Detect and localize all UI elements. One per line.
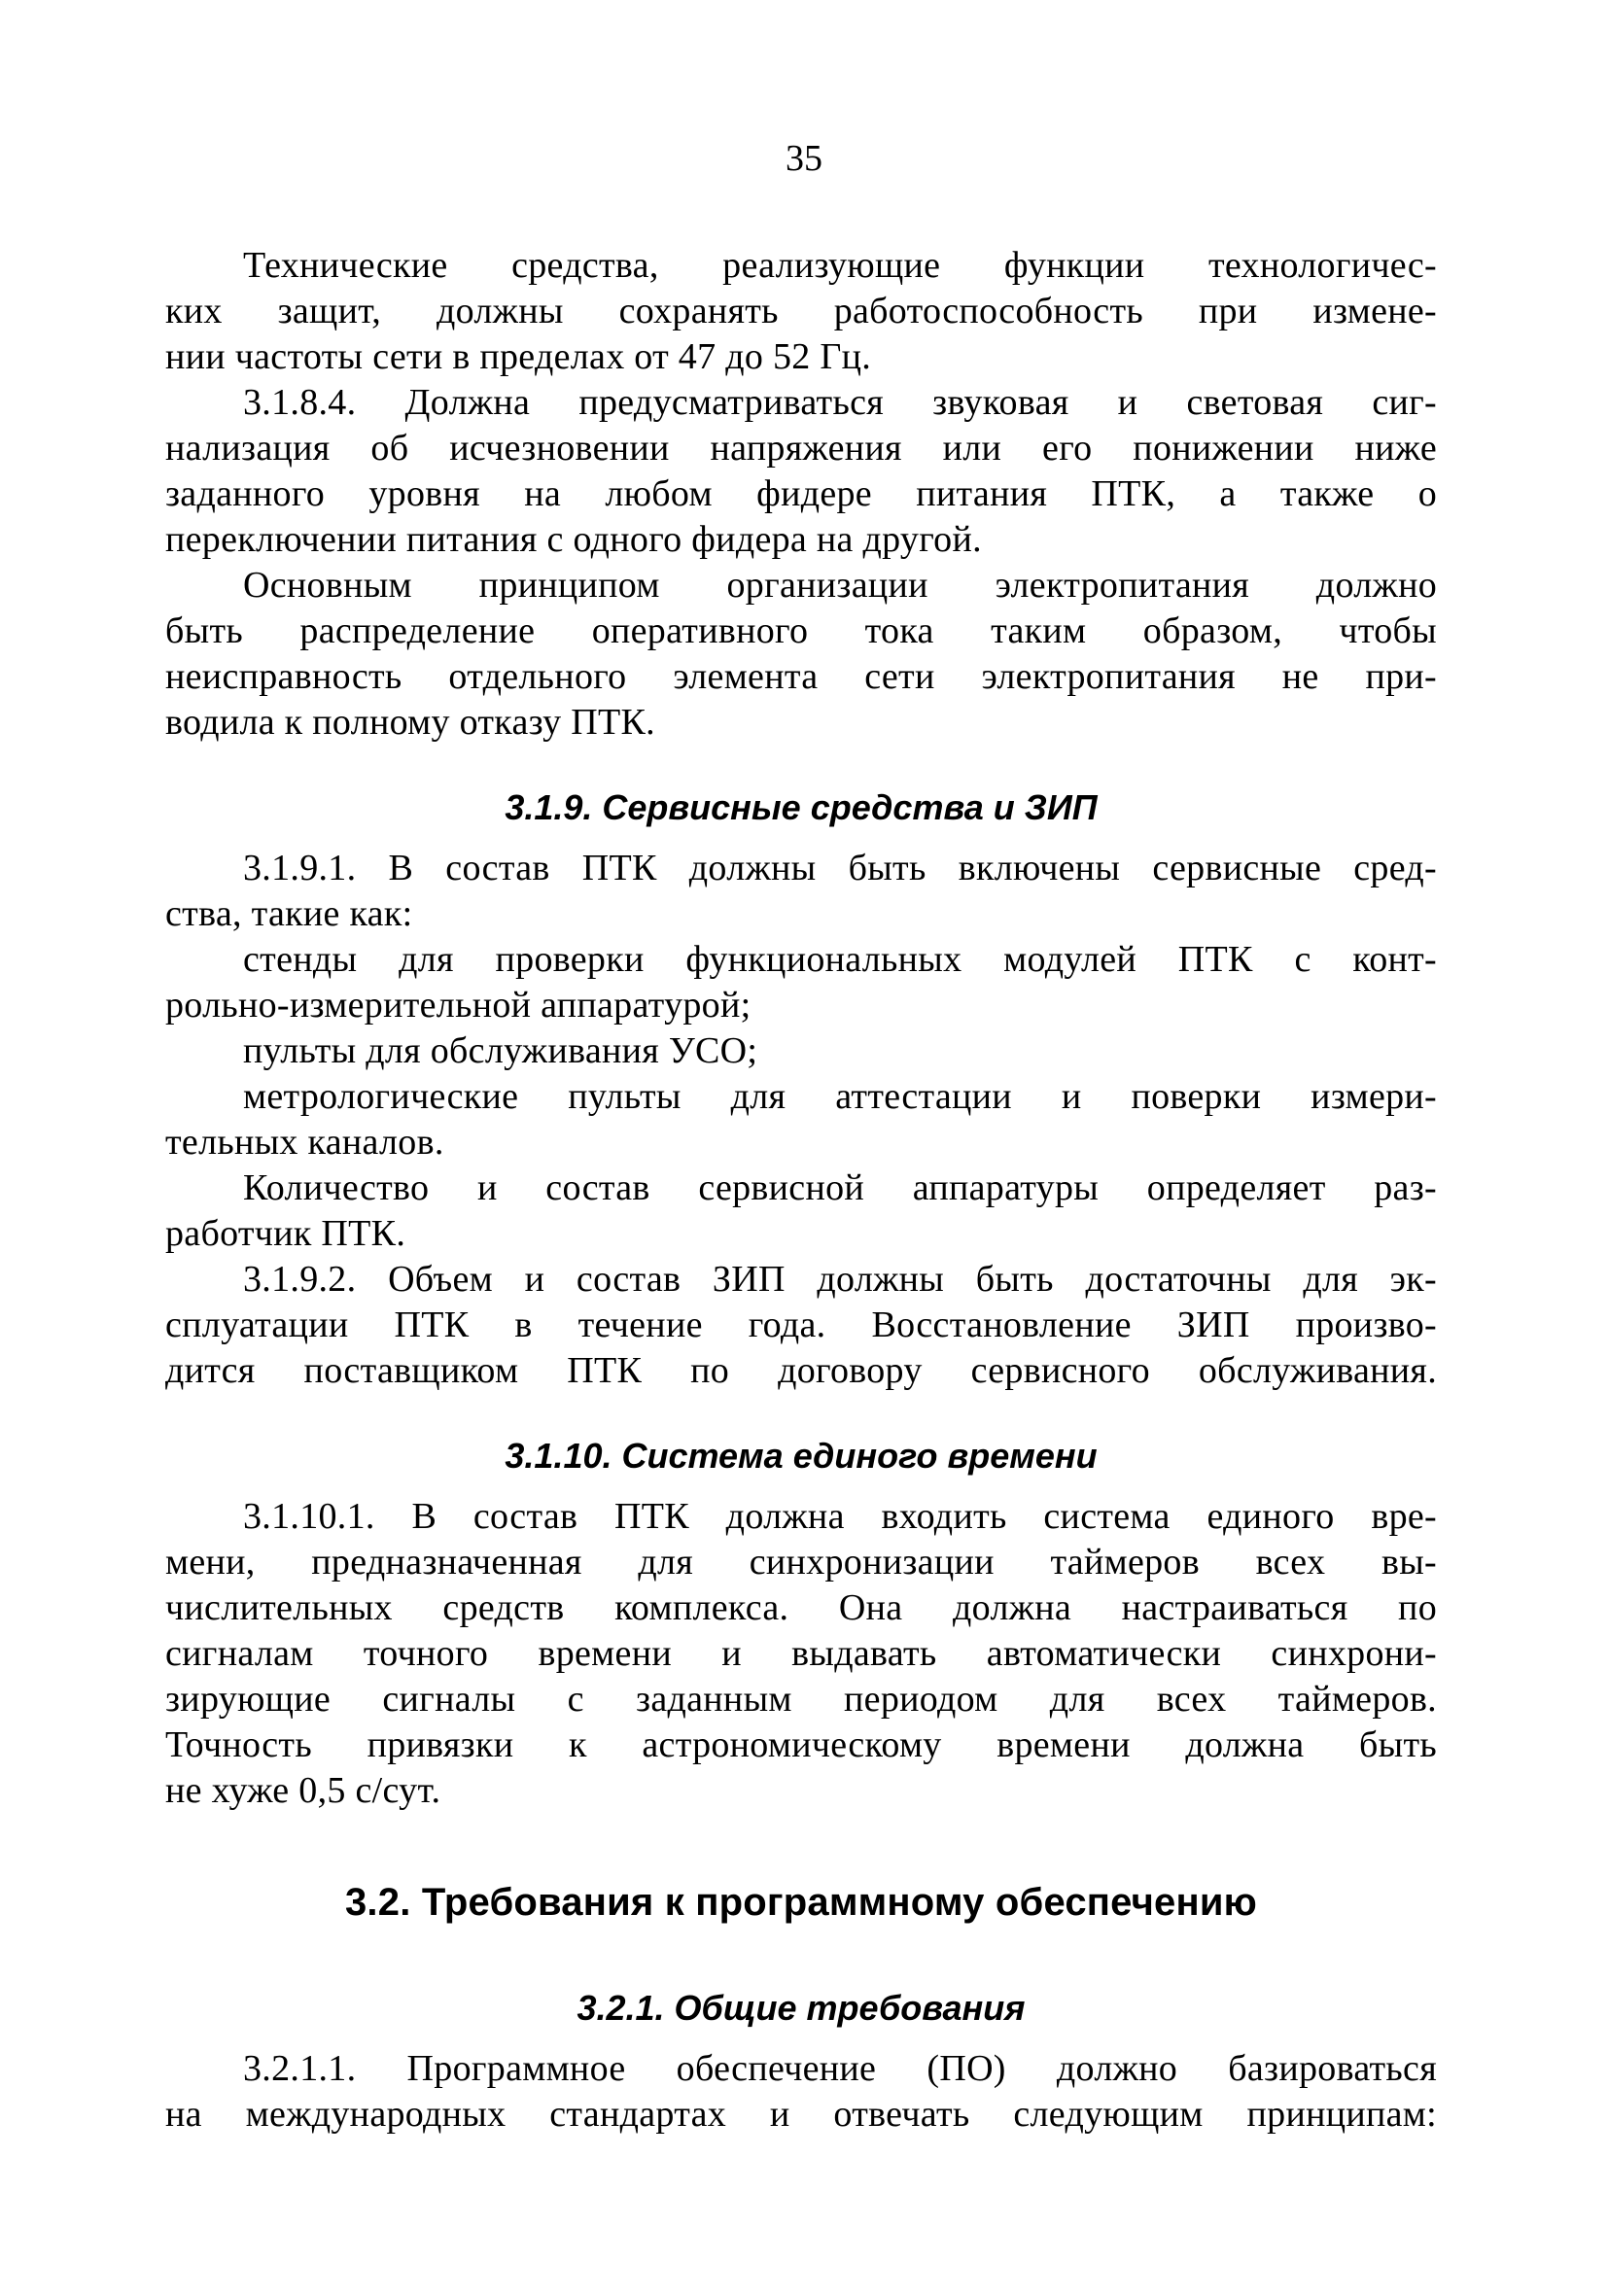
text-line: 3.1.9.2. Объем и состав ЗИП должны быть достаточны для эк- [243,1259,1437,1300]
section-heading: 3.2. Требования к программному обеспечению [344,1881,1257,1924]
paragraph [165,380,1437,563]
text-line: 3.2.1.1. Программное обеспечение (ПО) должно базироваться [243,2048,1437,2089]
text-line: ких защит, должны сохранять работоспособность при измене- [165,291,1437,331]
text-line: сигналам точного времени и выдавать автоматически синхрони- [165,1633,1437,1674]
text-line: быть распределение оперативного тока таким образом, чтобы [165,610,1437,651]
text-line: дится поставщиком ПТК по договору сервисного обслуживания. [165,1350,1437,1391]
page-number: 35 [786,138,822,179]
text-line: неисправность отдельного элемента сети электропитания не при- [165,656,1437,697]
paragraph [165,2046,1437,2138]
text-line: стенды для проверки функциональных модулей ПТК с конт- [243,939,1437,980]
text-line: нализация об исчезновении напряжения или его понижении ниже [165,428,1437,469]
text-line: числительных средств комплекса. Она должна настраиваться по [165,1587,1437,1628]
section-heading: 3.1.10. Система единого времени [505,1436,1098,1476]
text-line: сплуатации ПТК в течение года. Восстановление ЗИП произво- [165,1305,1437,1345]
page-body [165,243,1437,2138]
text-line: ства, такие как: [165,893,413,934]
text-line: заданного уровня на любом фидере питания ПТК, а также о [165,473,1437,514]
text-line: Количество и состав сервисной аппаратуры определяет раз- [243,1167,1437,1208]
text-line: Технические средства, реализующие функции технологичес- [243,245,1437,286]
text-line: переключении питания с одного фидера на другой. [165,519,982,560]
text-line: 3.1.9.1. В состав ПТК должны быть включены сервисные сред- [243,848,1437,888]
section-heading: 3.1.9. Сервисные средства и ЗИП [505,787,1098,827]
text-line: работчик ПТК. [165,1213,406,1254]
text-line: тельных каналов. [165,1122,444,1163]
text-line: на международных стандартах и отвечать следующим принципам: [165,2094,1437,2135]
text-line: водила к полному отказу ПТК. [165,702,655,743]
text-line: пульты для обслуживания УСО; [243,1030,758,1071]
paragraph [165,937,1437,1028]
text-line: нии частоты сети в пределах от 47 до 52 Гц. [165,336,872,377]
paragraph [165,1165,1437,1257]
text-line: не хуже 0,5 с/сут. [165,1770,441,1811]
text-line: 3.1.8.4. Должна предусматриваться звуковая и световая сиг- [243,382,1437,423]
text-line: рольно-измерительной аппаратурой; [165,985,752,1026]
text-line: метрологические пульты для аттестации и поверки измери- [243,1076,1437,1117]
paragraph [165,563,1437,746]
paragraph [165,1494,1437,1814]
section-heading: 3.2.1. Общие требования [577,1988,1026,2028]
text-line: 3.1.10.1. В состав ПТК должна входить система единого вре- [243,1496,1437,1537]
paragraph [165,243,1437,380]
paragraph [165,1074,1437,1165]
paragraph [165,1028,1437,1074]
text-line: Основным принципом организации электропитания должно [243,565,1437,606]
paragraph [165,1257,1437,1394]
text-line: мени, предназначенная для синхронизации таймеров всех вы- [165,1542,1437,1583]
text-line: Точность привязки к астрономическому времени должна быть [165,1724,1437,1765]
paragraph [165,846,1437,937]
text-line: зирующие сигналы с заданным периодом для всех таймеров. [165,1679,1437,1720]
